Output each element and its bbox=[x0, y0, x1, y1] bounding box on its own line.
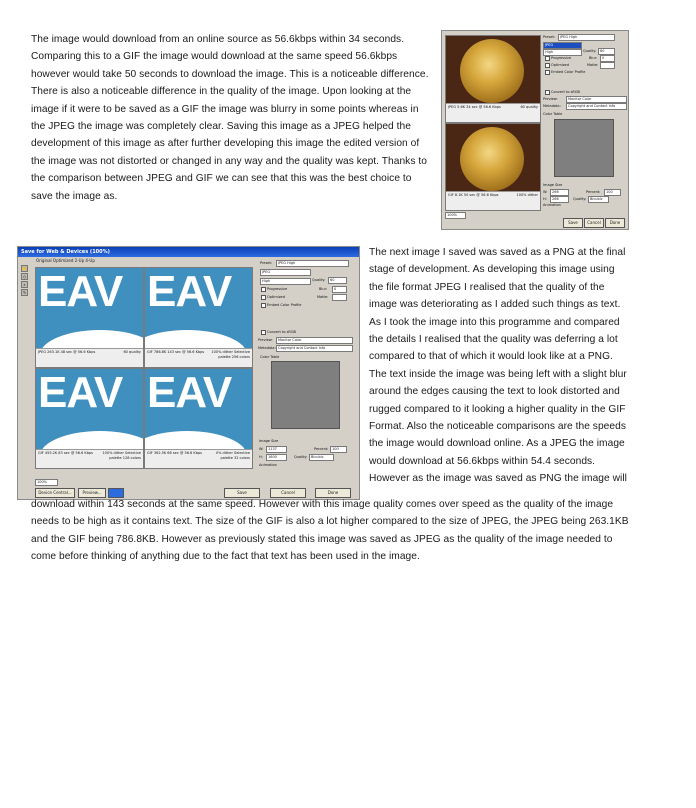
eav-save-for-web-screenshot bbox=[17, 246, 360, 500]
medal-metadata-select[interactable]: Copyright and Contact Info bbox=[566, 103, 627, 110]
medal-zoom-select[interactable]: 100% bbox=[445, 212, 466, 219]
medal-quality-label: Quality: bbox=[583, 49, 597, 53]
eav-cancel-button[interactable]: Cancel bbox=[270, 488, 306, 498]
medal-percent-label: Percent: bbox=[586, 190, 601, 194]
eav-blur-label: Blur: bbox=[319, 287, 328, 291]
medal-embed-checkbox[interactable] bbox=[545, 70, 550, 75]
eav-artwork-text: EAV bbox=[38, 369, 123, 417]
eav-convert-label: Convert to sRGB bbox=[267, 330, 296, 334]
eav-color-table-label: Color Table bbox=[260, 355, 280, 359]
eav-pane-3-dither: 100% dither Selective palette 128 colors bbox=[102, 451, 141, 460]
eav-pane-1-info-text: JPEG 263.1K 48 sec @ 56.6 Kbps bbox=[38, 350, 96, 354]
medal-image bbox=[460, 39, 524, 103]
device-central-button[interactable]: Device Central... bbox=[35, 488, 75, 498]
eav-pane-4-info bbox=[145, 449, 252, 468]
eav-artwork bbox=[145, 268, 252, 351]
eav-width-label: W: bbox=[259, 447, 264, 451]
medal-pane-top-info bbox=[446, 103, 540, 122]
eav-pane-2 bbox=[144, 267, 253, 368]
medal-quality-level-select[interactable]: High bbox=[543, 49, 582, 56]
medal-done-button[interactable]: Done bbox=[605, 218, 625, 228]
eav-artwork bbox=[36, 369, 143, 452]
eav-resample-select[interactable]: Bicubic bbox=[309, 454, 334, 461]
eav-pane-4-dither: 0% dither Selective palette 32 colors bbox=[215, 451, 250, 460]
medal-blur-input[interactable]: 0 bbox=[600, 55, 615, 62]
medal-width-input[interactable]: 266 bbox=[550, 189, 569, 196]
medal-preview-label: Preview: bbox=[543, 97, 558, 101]
eav-animation-label: Animation bbox=[259, 463, 277, 467]
medal-image-size-label: Image Size bbox=[543, 183, 563, 187]
eav-embed-checkbox[interactable] bbox=[261, 303, 266, 308]
eav-pane-3-info bbox=[36, 449, 143, 468]
medal-color-table bbox=[554, 119, 614, 177]
eav-preview-label: Preview: bbox=[258, 338, 273, 342]
eav-optimized-checkbox[interactable] bbox=[261, 295, 266, 300]
eav-percent-input[interactable]: 100 bbox=[330, 446, 347, 453]
eav-progressive-checkbox[interactable] bbox=[261, 287, 266, 292]
eav-pane-2-info bbox=[145, 348, 252, 367]
medal-quality-input[interactable]: 60 bbox=[598, 48, 615, 55]
medal-pane-top bbox=[445, 35, 541, 123]
eav-metadata-select[interactable]: Copyright and Contact Info bbox=[276, 345, 353, 352]
medal-pane-bottom-dither: 100% dither bbox=[516, 193, 538, 197]
medal-resample-select[interactable]: Bicubic bbox=[588, 196, 609, 203]
paragraph-png-comparison: The next image I saved was saved as a PNG at the final stage of development. As developing this image using the file format JPEG I realised that the quality of the image was deteriorating as I added such things as text. As I took the image into this programme and compared the details I realised that the quality was deferring a lot compared to that of which it would look like at a PNG. The text inside the image was being left with a slight blur around the edges causing the text to look distorted and rugged compared to it looking a higher quality in the GIF Format. Also the noticeable comparisons are the speeds the image would download online. As a JPEG the image would download at 56.6kbps within 54.4 seconds. However as the image was saved as PNG the image will bbox=[369, 247, 627, 485]
eav-preset-select[interactable]: JPEG High bbox=[276, 260, 349, 267]
medal-save-for-web-screenshot bbox=[441, 30, 629, 230]
medal-convert-label: Convert to sRGB bbox=[551, 90, 580, 94]
eav-pane-1-info bbox=[36, 348, 143, 367]
medal-convert-checkbox[interactable] bbox=[545, 90, 550, 95]
medal-embed-label: Embed Color Profile bbox=[551, 70, 586, 74]
medal-preset-select[interactable]: JPEG High bbox=[558, 34, 615, 41]
preview-button[interactable]: Preview... bbox=[78, 488, 106, 498]
medal-preview-select[interactable]: Monitor Color bbox=[566, 96, 627, 103]
medal-format-select[interactable]: JPEG bbox=[543, 42, 582, 49]
eav-artwork-text: EAV bbox=[147, 369, 232, 417]
eav-optimized-label: Optimized bbox=[267, 295, 285, 299]
medal-preset-label: Preset: bbox=[543, 35, 556, 39]
paragraph-jpeg-vs-gif: The image would download from an online source as 56.6kbps within 34 seconds. Comparing this to a GIF the image would download at the same speed 56.6kbps however would take 50 seconds to download the image. This is a noticeable difference. There is also a noticeable difference in the quality of the image. Upon looking at the image if it were to be saved as a GIF the image was blurry in some points whereas in the JPEG the image was completely clear. Saving this image as a JPEG helped the development of this image as after further developing this image the edited version of the image was not distorted or changed in any way and the quality was kept. Thanks to the comparison between JPEG and GIF we can see that this was the best choice to save the image as. bbox=[31, 34, 429, 202]
eav-pane-4 bbox=[144, 368, 253, 469]
eav-view-tabs[interactable]: Original Optimized 2-Up 4-Up bbox=[36, 258, 95, 263]
medal-blur-label: Blur: bbox=[589, 56, 598, 60]
medal-height-input[interactable]: 266 bbox=[550, 196, 569, 203]
eav-matte-label: Matte: bbox=[317, 295, 329, 299]
medal-optimized-label: Optimized bbox=[551, 63, 569, 67]
eav-image-size-label: Image Size bbox=[259, 439, 279, 443]
eav-matte-select[interactable] bbox=[332, 294, 347, 301]
medal-pane-top-quality: 60 quality bbox=[520, 105, 538, 109]
eav-pane-4-info-text: GIF 362.5K 66 sec @ 56.6 Kbps bbox=[147, 451, 202, 455]
eav-convert-checkbox[interactable] bbox=[261, 330, 266, 335]
medal-width-label: W: bbox=[543, 190, 548, 194]
eav-color-table bbox=[271, 361, 340, 429]
medal-metadata-label: Metadata: bbox=[543, 104, 561, 108]
medal-matte-label: Matte: bbox=[587, 63, 599, 67]
paragraph-png-comparison-continued: download within 143 seconds at the same speed. However with this image quality comes over speed as the quality of the image needs to be high as it contains text. The size of the GIF is also a lot higher compared to the size of JPEG, the JPEG being 263.1KB and the GIF being 786.8KB. However as previously stated this image was saved as JPEG as the quality of the image needed to come before thinking of anything due to the fact that text has been used in the image. bbox=[31, 499, 629, 563]
eav-pane-1 bbox=[35, 267, 144, 368]
slice-tool-icon[interactable]: ◇ bbox=[22, 274, 27, 279]
eav-metadata-label: Metadata: bbox=[258, 346, 276, 350]
eav-save-button[interactable]: Save bbox=[224, 488, 260, 498]
medal-progressive-label: Progressive bbox=[551, 56, 572, 60]
eav-height-input[interactable]: 1600 bbox=[266, 454, 287, 461]
eav-preview-select[interactable]: Monitor Color bbox=[276, 337, 353, 344]
eav-artwork-text: EAV bbox=[38, 268, 123, 316]
zoom-tool-icon[interactable]: ⌕ bbox=[21, 281, 28, 288]
eav-quality-label: Quality: bbox=[312, 278, 326, 282]
eav-pane-1-quality: 60 quality bbox=[123, 350, 141, 354]
eav-progressive-label: Progressive bbox=[267, 287, 288, 291]
eav-zoom-select[interactable]: 100% bbox=[35, 479, 58, 486]
medal-pane-bottom-info bbox=[446, 191, 540, 210]
eyedropper-tool-icon[interactable]: ✎ bbox=[22, 290, 27, 295]
medal-color-table-label: Color Table bbox=[543, 112, 563, 116]
eav-pane-2-info-text: GIF 786.8K 143 sec @ 56.6 Kbps bbox=[147, 350, 205, 354]
medal-pane-bottom-info-text: GIF 8.1K 50 sec @ 56.6 Kbps bbox=[448, 193, 499, 197]
medal-progressive-checkbox[interactable] bbox=[545, 56, 550, 61]
eav-width-input[interactable]: 1137 bbox=[266, 446, 287, 453]
eav-pane-2-dither: 100% dither Selective palette 256 colors bbox=[211, 350, 250, 359]
medal-cancel-button[interactable]: Cancel bbox=[584, 218, 604, 228]
medal-percent-input[interactable]: 100 bbox=[604, 189, 621, 196]
medal-matte-select[interactable] bbox=[600, 62, 615, 69]
medal-pane-top-info-text: JPEG 5.6K 34 sec @ 56.6 Kbps bbox=[448, 105, 501, 109]
medal-image bbox=[460, 127, 524, 191]
eav-pane-3 bbox=[35, 368, 144, 469]
eav-blur-input[interactable]: 0 bbox=[332, 286, 347, 293]
eav-artwork bbox=[36, 268, 143, 351]
eav-pane-3-info-text: GIF 455.2K 83 sec @ 56.6 Kbps bbox=[38, 451, 93, 455]
hand-tool-icon[interactable]: ✋ bbox=[22, 266, 27, 271]
eav-quality-input[interactable]: 60 bbox=[328, 277, 347, 284]
eav-done-button[interactable]: Done bbox=[315, 488, 351, 498]
eav-percent-label: Percent: bbox=[314, 447, 329, 451]
eav-embed-label: Embed Color Profile bbox=[267, 303, 302, 307]
eav-preset-label: Preset: bbox=[260, 261, 273, 265]
eav-artwork bbox=[145, 369, 252, 452]
medal-optimized-checkbox[interactable] bbox=[545, 63, 550, 68]
medal-height-label: H: bbox=[543, 197, 547, 201]
medal-resample-label: Quality: bbox=[573, 197, 587, 201]
medal-animation-label: Animation bbox=[543, 203, 561, 207]
eav-format-select[interactable]: JPEG bbox=[260, 269, 311, 276]
medal-pane-bottom bbox=[445, 123, 541, 211]
eav-window-title: Save for Web & Devices (100%) bbox=[18, 247, 359, 257]
medal-save-button[interactable]: Save bbox=[563, 218, 583, 228]
eav-quality-level-select[interactable]: High bbox=[260, 278, 311, 285]
eav-resample-label: Quality: bbox=[294, 455, 308, 459]
eav-height-label: H: bbox=[259, 455, 263, 459]
eav-artwork-text: EAV bbox=[147, 268, 232, 316]
